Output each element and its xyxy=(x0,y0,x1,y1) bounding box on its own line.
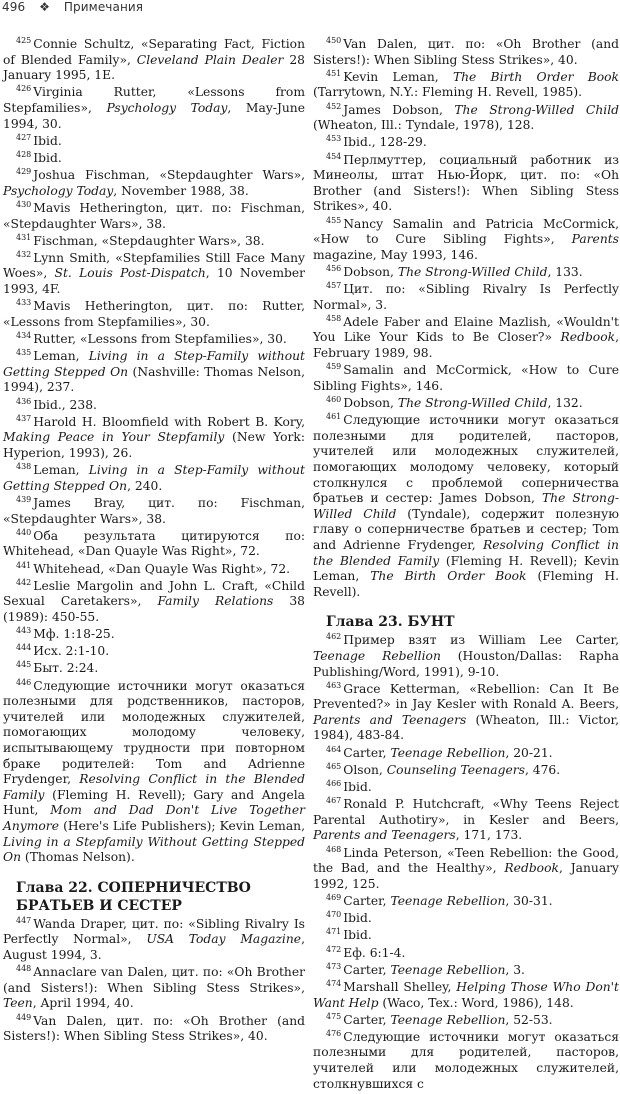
footnote-number: 457 xyxy=(326,281,342,291)
footnote-text: (Nashville: Thomas Nelson, 1994), 237. xyxy=(3,364,305,395)
footnote-text: Nancy Samalin and Patricia McCormick, «How to Cure Sibling Fights», xyxy=(313,216,619,247)
footnote-number: 452 xyxy=(326,101,342,111)
footnote-text: , 30-31. xyxy=(505,893,553,908)
page-number: 496 xyxy=(2,0,26,14)
footnote xyxy=(3,496,305,527)
footnote-text: Leman, xyxy=(33,349,89,364)
footnote-number: 430 xyxy=(16,199,32,209)
footnote-text: Annaclare van Dalen, цит. по: «Oh Brother (and Sisters!): When Sibling Stess Strikes», xyxy=(3,965,305,995)
footnote xyxy=(313,396,619,412)
footnote-number: 455 xyxy=(326,215,342,225)
footnote-number: 460 xyxy=(326,395,342,404)
footnote-number: 472 xyxy=(326,944,342,954)
footnote-text: , 240. xyxy=(127,478,163,493)
footnote-text: Ibid., 128-29. xyxy=(343,135,427,150)
footnote-text: (New York: Hyperion, 1993), 26. xyxy=(3,430,305,460)
footnote-text: (Houston/Dallas: Rapha Publishing/Word, 1991), 9-10. xyxy=(313,648,619,679)
footnote-text: Linda Peterson, «Teen Rebellion: the Good, the Bad, and the Healthy», xyxy=(313,845,619,876)
footnote-title: The Strong-Willed Child xyxy=(454,102,619,117)
footnote-title: Counseling Teenagers xyxy=(386,762,525,777)
footnote-text: Van Dalen, цит. по: «Oh Brother (and Sisters!): When Sibling Stess Strikes», 40. xyxy=(3,1013,305,1044)
footnote-text: Carter, xyxy=(343,962,391,977)
footnote xyxy=(3,562,305,578)
chapter-heading xyxy=(16,879,305,915)
footnote-number: 428 xyxy=(16,149,32,159)
footnote-number: 443 xyxy=(16,626,32,636)
footnote-text: Цит. по: «Sibling Rivalry Is Perfectly Normal», 3. xyxy=(313,282,619,312)
footnote xyxy=(313,363,619,394)
footnote-text: Ibid. xyxy=(33,133,62,148)
footnote-text: James Bray, цит. по: Fischman, «Stepdaughter Wars», 38. xyxy=(3,495,305,526)
footnote xyxy=(313,946,619,962)
footnote-title: Family Relations xyxy=(157,594,274,609)
footnote-number: 442 xyxy=(16,577,32,587)
footnote-number: 437 xyxy=(16,413,32,423)
footnote xyxy=(3,627,305,643)
footnote-title: The Strong-Willed Child xyxy=(397,264,548,279)
footnote-text: (Tyndale), содержит полезную главу о соперничестве братьев и сестер; Tom and Adrienne Frydenger, xyxy=(313,506,619,552)
footnote-text: Whitehead, «Dan Quayle Was Right», 72. xyxy=(33,561,291,576)
footnote-text: Следующие источники могут оказаться полезными для родителей, пасторов, учителей или молодежных служителей, помогающих молодому человеку, который столкнулся с проблемой соперничества братьев и сестер: James Dobson, xyxy=(313,413,619,506)
footnote-text: Leslie Margolin and John L. Craft, «Child Sexual Caretakers», xyxy=(3,578,305,609)
footnote-text: Ronald P. Hutchcraft, «Why Teens Reject Parental Authotiry», in Kesler and Beers, xyxy=(313,797,619,827)
footnote xyxy=(3,529,305,560)
footnote-text: , August 1994, 3. xyxy=(3,932,305,962)
footnote xyxy=(313,265,619,281)
footnote-text: (Waco, Tex.: Word, 1986), 148. xyxy=(378,995,574,1010)
footnote-number: 458 xyxy=(326,313,342,323)
footnote xyxy=(3,299,305,330)
footnote-title: Living in a Step-Family without Getting Stepped On xyxy=(3,463,305,493)
footnote-text: Joshua Fischman, «Stepdaughter Wars», xyxy=(33,168,305,183)
footnote xyxy=(3,917,305,964)
footnote-number: 468 xyxy=(326,844,342,854)
footnote-text: , 3. xyxy=(505,962,525,977)
footnote xyxy=(313,217,619,264)
footnote-number: 463 xyxy=(326,680,342,690)
footnote-title: Teenage Rebellion xyxy=(313,648,441,663)
footnote-text: Dobson, xyxy=(343,264,398,279)
footnote-title: Resolving Conflict in the Blended Family xyxy=(3,772,305,802)
running-head xyxy=(2,0,153,14)
footnote-number: 465 xyxy=(326,761,342,771)
footnote-text: Carter, xyxy=(343,1012,391,1027)
footnote-title: Teenage Rebellion xyxy=(390,745,506,760)
footnote-text: Marshall Shelley, xyxy=(343,979,457,994)
footnote xyxy=(3,679,305,866)
footnote-text: Следующие источники могут оказаться полезными для родителей, пасторов, учителей или молодежных служителей, столкнувшихся с xyxy=(313,1029,619,1091)
footnote-number: 454 xyxy=(326,151,342,161)
footnote-number: 448 xyxy=(16,964,32,974)
footnote-text: 38 (1989): 450-55. xyxy=(3,594,305,624)
footnote-text: (Fleming H. Revell); Kevin Leman, xyxy=(313,553,619,584)
footnote-number: 456 xyxy=(326,263,342,273)
footnote-title: Mom and Dad Don't Live Together Anymore xyxy=(3,803,305,833)
footnote-number: 459 xyxy=(326,362,342,372)
footnote-text: Connie Schultz, «Separating Fact, Fiction of Blended Family», xyxy=(3,37,305,67)
footnote xyxy=(3,251,305,298)
footnote xyxy=(313,911,619,927)
footnote-number: 475 xyxy=(326,1011,342,1021)
footnote-number: 425 xyxy=(16,36,32,45)
footnote-number: 435 xyxy=(16,348,32,358)
footnote-title: Parents xyxy=(571,232,619,247)
footnote-title: The Strong-Willed Child xyxy=(397,396,548,410)
right-column xyxy=(313,37,619,1094)
footnote-title: Living in a Stepfamily Without Getting Stepped On xyxy=(3,834,305,865)
footnote-number: 453 xyxy=(326,134,342,144)
footnote-number: 431 xyxy=(16,232,32,242)
footnote xyxy=(3,579,305,626)
chapter-heading-line: БРАТЬЕВ И СЕСТЕР xyxy=(16,897,182,914)
footnote-number: 438 xyxy=(16,462,32,472)
footnote-text: Olson, xyxy=(343,762,387,777)
footnote-title: Making Peace in Your Stepfamily xyxy=(3,430,225,445)
footnote-number: 451 xyxy=(326,68,342,78)
footnote-text: Kevin Leman, xyxy=(343,69,453,84)
footnote-text: 28 January 1995, 1E. xyxy=(3,52,305,83)
footnote xyxy=(313,37,619,68)
footnote-text: Adele Faber and Elaine Mazlish, «Wouldn't You Like Your Kids to Be Closer?» xyxy=(313,314,619,345)
footnote-text: Перлмуттер, социальный работник из Минеолы, штат Нью-Йорк, цит. по: «Oh Brother (and Sisters!): When Sibling Stess Strikes», 40. xyxy=(313,152,619,214)
footnote-number: 464 xyxy=(326,744,342,754)
footnote xyxy=(313,746,619,762)
footnote-text: James Dobson, xyxy=(343,102,455,117)
footnote-text: Ibid. xyxy=(343,911,372,926)
footnote xyxy=(313,135,619,151)
footnote-title: Parents and Teenagers xyxy=(313,828,456,843)
footnote-title: The Birth Order Book xyxy=(370,569,527,584)
footnote-title: Psychology Today xyxy=(3,183,114,198)
footnote xyxy=(313,413,619,600)
footnote-text: , 476. xyxy=(524,762,561,777)
footnote-text: Rutter, «Lessons from Stepfamilies», 30. xyxy=(33,332,287,347)
footnote xyxy=(313,633,619,680)
footnote-number: 471 xyxy=(326,927,342,937)
footnote xyxy=(3,332,305,348)
footnote-number: 436 xyxy=(16,396,32,406)
footnote xyxy=(3,463,305,494)
footnote-text: magazine, May 1993, 146. xyxy=(313,247,478,262)
footnote-title: Teenage Rebellion xyxy=(390,1012,506,1027)
footnote-text: Mavis Hetherington, цит. по: Fischman, «Stepdaughter Wars», 38. xyxy=(3,200,305,231)
footnote-number: 450 xyxy=(326,36,342,45)
footnote-number: 449 xyxy=(16,1012,32,1022)
footnote-number: 473 xyxy=(326,961,342,971)
footnote-text: (Wheaton, Ill.: Tyndale, 1978), 128. xyxy=(313,118,535,133)
footnote xyxy=(313,70,619,101)
footnote-number: 469 xyxy=(326,892,342,902)
footnote-text: Следующие источники могут оказаться полезными для родственников, пасторов, учителей или молодежных служителей, помогающих молодому человеку, испытывающему трудности при повторном браке родителей: Tom and Adrienne Frydenger, xyxy=(3,678,305,787)
footnote-text: Мф. 1:18-25. xyxy=(33,627,115,642)
footnote xyxy=(313,153,619,215)
footnote-number: 426 xyxy=(16,84,32,94)
footnote-number: 462 xyxy=(326,632,342,642)
footnote-title: Redbook xyxy=(504,861,559,876)
footnote-text: Lynn Smith, «Stepfamilies Still Face Many Woes», xyxy=(3,250,305,281)
footnote-text: , November 1988, 38. xyxy=(113,183,249,198)
footnote-text: Leman, xyxy=(33,463,89,478)
footnote xyxy=(3,134,305,150)
footnote xyxy=(3,398,305,414)
footnote xyxy=(313,1013,619,1029)
footnote-text: , 133. xyxy=(547,264,583,279)
footnote-text: (Fleming H. Revell); Gary and Angela Hunt, xyxy=(3,787,305,818)
footnote-title: Psychology Today xyxy=(106,100,228,115)
footnote xyxy=(3,37,305,84)
footnote xyxy=(3,644,305,660)
footnote-text: Grace Ketterman, «Rebellion: Can It Be Prevented?» in Jay Kesler with Ronald A. Beers, xyxy=(313,681,619,712)
footnote-number: 432 xyxy=(16,249,32,259)
footnote-text: Virginia Rutter, «Lessons from Stepfamilies», xyxy=(3,85,305,115)
footnote-text: Wanda Draper, цит. по: «Sibling Rivalry Is Perfectly Normal», xyxy=(3,916,305,947)
footnote xyxy=(313,103,619,134)
footnote-number: 447 xyxy=(16,915,32,925)
footnote-text: Fischman, «Stepdaughter Wars», 38. xyxy=(33,233,265,248)
footnote-text: Harold H. Bloomfield with Robert B. Kory, xyxy=(33,414,305,429)
footnote-text: Ibid. xyxy=(33,150,62,165)
footnote xyxy=(313,963,619,979)
footnote xyxy=(313,846,619,893)
footnote-text: , 52-53. xyxy=(505,1012,553,1027)
footnote-title: Teenage Rebellion xyxy=(390,893,506,908)
footnote-title: Cleveland Plain Dealer xyxy=(136,52,284,67)
footnote-number: 466 xyxy=(326,779,342,789)
footnote-text: Dobson, xyxy=(343,396,398,410)
footnote-title: Living in a Step-Family without Getting Stepped On xyxy=(3,349,305,379)
footnote-number: 433 xyxy=(16,298,32,308)
footnote-text: Еф. 6:1-4. xyxy=(343,945,406,960)
footnote-title: USA Today Magazine xyxy=(146,932,302,947)
footnote-text: Ibid. xyxy=(343,928,372,943)
footnote-title: Redbook xyxy=(560,330,616,345)
footnote-text: , February 1989, 98. xyxy=(313,330,619,361)
left-column xyxy=(3,37,305,1046)
footnote xyxy=(313,282,619,313)
footnote-text: (Thomas Nelson). xyxy=(21,850,135,865)
footnote-text: , 10 November 1993, 4F. xyxy=(3,266,306,297)
footnote-text: Van Dalen, цит. по: «Oh Brother (and Sisters!): When Sibling Stess Strikes», 40. xyxy=(313,37,619,67)
footnote-title: Helping Those Who Don't Want Help xyxy=(313,979,619,1010)
chapter-heading-line: Глава 22. СОПЕРНИЧЕСТВО xyxy=(16,879,251,896)
footnote-title: St. Louis Post-Dispatch xyxy=(54,266,206,281)
footnote xyxy=(313,780,619,796)
footnote xyxy=(3,201,305,232)
footnote-title: Teen xyxy=(3,996,33,1011)
footnote xyxy=(3,415,305,462)
footnote xyxy=(3,1014,305,1045)
footnote xyxy=(313,315,619,362)
footnote xyxy=(3,965,305,1012)
footnote xyxy=(3,661,305,677)
footnote-text: , January 1992, 125. xyxy=(313,861,619,891)
footnote-title: Teenage Rebellion xyxy=(390,962,506,977)
footnote-number: 441 xyxy=(16,560,32,570)
footnote-number: 446 xyxy=(16,677,32,687)
footnote xyxy=(3,234,305,250)
footnote-text: (Fleming H. Revell). xyxy=(313,569,619,599)
footnote-number: 467 xyxy=(326,796,342,806)
footnote-text: , 132. xyxy=(547,396,583,410)
footnote xyxy=(313,928,619,944)
footnote-text: Ibid., 238. xyxy=(33,397,97,412)
footnote-number: 429 xyxy=(16,167,32,177)
footnote-text: , 171, 173. xyxy=(455,828,523,843)
footnote xyxy=(313,894,619,910)
footnote-title: Parents and Teenagers xyxy=(313,712,467,727)
footnote xyxy=(313,797,619,844)
footnote-number: 474 xyxy=(326,978,342,988)
footnote-text: , May-June 1994, 30. xyxy=(3,100,305,131)
footnote-text: Mavis Hetherington, цит. по: Rutter, «Lessons from Stepfamilies», 30. xyxy=(3,299,305,329)
footnote xyxy=(3,349,305,396)
chapter-heading xyxy=(326,613,619,631)
footnote-number: 440 xyxy=(16,527,32,537)
footnote-number: 427 xyxy=(16,132,32,142)
footnote-number: 470 xyxy=(326,910,342,920)
footnote-text: , 20-21. xyxy=(505,745,553,760)
footnote-number: 461 xyxy=(326,412,342,422)
footnote-text: Оба результата цитируются по: Whitehead, «Dan Quayle Was Right», 72. xyxy=(3,528,305,559)
footnote-text: Carter, xyxy=(343,745,391,760)
footnote xyxy=(313,682,619,744)
footnote xyxy=(3,168,305,199)
footnote-text: Быт. 2:24. xyxy=(33,661,99,676)
footnote-title: Resolving Conflict in the Blended Family xyxy=(313,537,619,568)
footnote-text: (Here's Life Publishers); Kevin Leman, xyxy=(58,818,305,833)
footnote-text: , April 1994, 40. xyxy=(32,996,134,1011)
footnote-text: Samalin and McCormick, «How to Cure Sibling Fights», 146. xyxy=(313,363,619,393)
footnote-title: The Birth Order Book xyxy=(452,69,620,84)
footnote-text: (Wheaton, Ill.: Victor, 1984), 483-84. xyxy=(313,712,619,743)
footnote xyxy=(3,151,305,167)
footnote-number: 444 xyxy=(16,643,32,653)
footnote-text: Пример взят из William Lee Carter, xyxy=(343,633,619,648)
footnote-title: The Strong-Willed Child xyxy=(313,491,619,521)
chapter-heading-line: Глава 23. БУНТ xyxy=(326,614,455,631)
ornament-icon: ❖ xyxy=(39,0,50,14)
footnote-text: Исх. 2:1-10. xyxy=(33,644,110,659)
section-title: Примечания xyxy=(63,0,144,14)
footnote-number: 439 xyxy=(16,494,32,504)
footnote-number: 476 xyxy=(326,1028,342,1038)
footnote-text: Carter, xyxy=(343,893,391,908)
footnote-text: Ibid. xyxy=(343,780,372,795)
footnote-text: (Tarrytown, N.Y.: Fleming H. Revell, 1985). xyxy=(313,85,583,100)
footnote-number: 434 xyxy=(16,331,32,341)
footnote xyxy=(313,763,619,779)
footnote xyxy=(3,85,305,132)
footnote-number: 445 xyxy=(16,660,32,670)
footnote xyxy=(313,1030,619,1092)
